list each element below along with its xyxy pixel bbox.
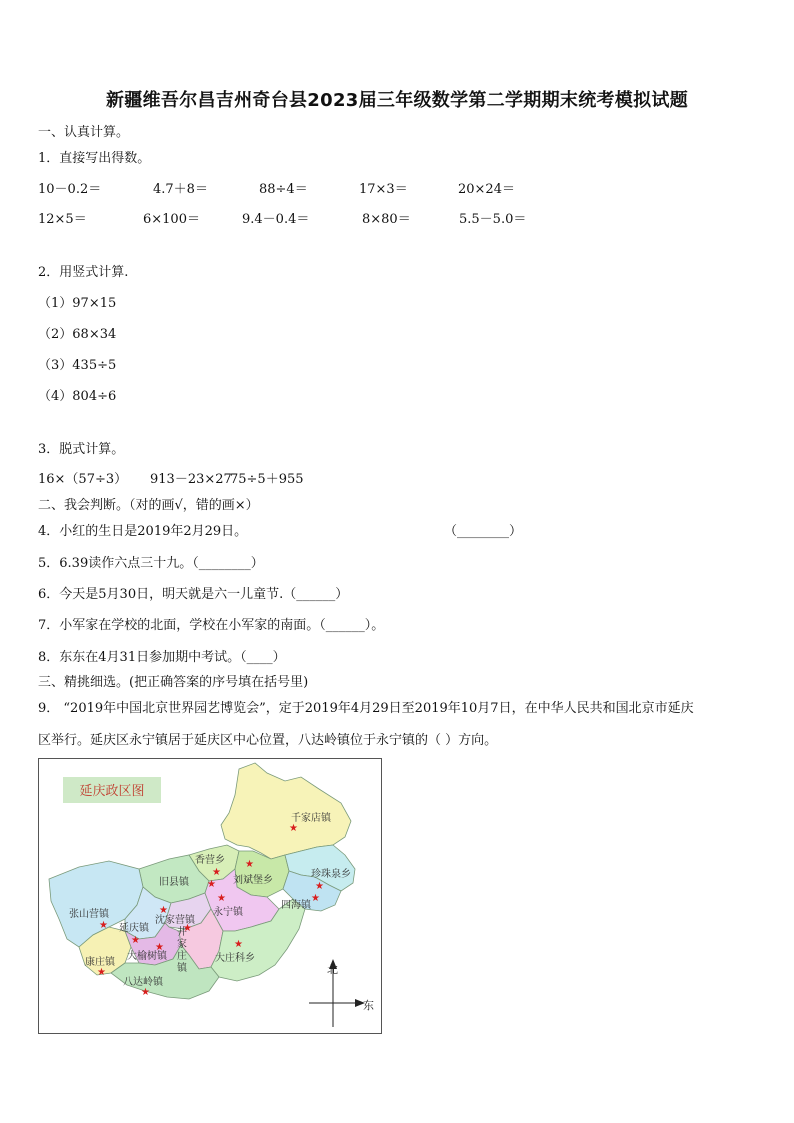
q3-item: 75÷5＋955 (230, 472, 304, 487)
q2-item: （1）97×15 (38, 296, 117, 311)
map-town-label: 八达岭镇 (123, 977, 163, 988)
star-icon: ★ (155, 942, 164, 953)
star-icon: ★ (159, 905, 168, 916)
question-4-text: 4．小红的生日是2019年2月29日。 (38, 524, 248, 539)
map-town-label: 沈家营镇 (155, 915, 195, 926)
q2-item: （2）68×34 (38, 327, 117, 342)
map-town-label: 香营乡 (195, 855, 225, 866)
question-3-stem: 3．脱式计算。 (38, 442, 125, 457)
star-icon: ★ (245, 859, 254, 870)
map-town-label: 张山营镇 (69, 909, 109, 920)
star-icon: ★ (234, 939, 243, 950)
map-town-label: 庄 (177, 951, 187, 962)
q3-item: 913－23×27 (150, 472, 232, 487)
star-icon: ★ (207, 879, 216, 890)
star-icon: ★ (217, 893, 226, 904)
star-icon: ★ (311, 893, 320, 904)
map-svg (39, 759, 381, 1033)
q1-item: 4.7＋8＝ (153, 182, 208, 197)
question-6-text: 6．今天是5月30日，明天就是六一儿童节.（______） (38, 587, 349, 602)
section-2-heading: 二、我会判断。（对的画√，错的画×） (38, 498, 259, 513)
q2-item: （4）804÷6 (38, 389, 117, 404)
star-icon: ★ (99, 920, 108, 931)
star-icon: ★ (289, 823, 298, 834)
question-7-text: 7．小军家在学校的北面，学校在小军家的南面。（______）。 (38, 618, 385, 633)
q1-item: 8×80＝ (362, 212, 411, 227)
section-1-heading: 一、认真计算。 (38, 125, 130, 140)
star-icon: ★ (131, 935, 140, 946)
map-town-label: 永宁镇 (213, 907, 243, 918)
question-2-stem: 2．用竖式计算. (38, 265, 129, 280)
map-town-label: 四海镇 (281, 900, 311, 911)
map-town-label: 珍珠泉乡 (311, 869, 351, 880)
section-3-heading: 三、精挑细选。(把正确答案的序号填在括号里) (38, 675, 309, 690)
map-title: 延庆政区图 (79, 784, 145, 799)
star-icon: ★ (183, 923, 192, 934)
q1-item: 20×24＝ (458, 182, 515, 197)
q2-item: （3）435÷5 (38, 358, 117, 373)
question-5-text: 5．6.39读作六点三十九。（________） (38, 556, 264, 571)
q1-item: 88÷4＝ (259, 182, 308, 197)
question-1-stem: 1．直接写出得数。 (38, 151, 151, 166)
q3-item: 16×（57÷3） (38, 472, 128, 487)
map-town-label: 大榆树镇 (127, 951, 167, 962)
map-town-label: 旧县镇 (159, 877, 189, 888)
question-8-text: 8．东东在4月31日参加期中考试。（____） (38, 650, 286, 665)
map-town-label: 刘斌堡乡 (233, 875, 273, 886)
region-qianjiadian (221, 763, 351, 859)
map-town-label: 康庄镇 (85, 957, 115, 968)
question-9-line-1: 9． “2019年中国北京世界园艺博览会”，定于2019年4月29日至2019年10月7日，在中华人民共和国北京市延庆 (38, 701, 694, 716)
map-town-label: 延庆镇 (119, 923, 149, 934)
map-town-label: 千家店镇 (291, 813, 331, 824)
map-town-label: 井 (177, 927, 187, 938)
q1-item: 6×100＝ (143, 212, 200, 227)
star-icon: ★ (212, 867, 221, 878)
yanqing-district-map (38, 758, 382, 1034)
compass-east-label: 东 (363, 999, 374, 1012)
q1-item: 5.5－5.0＝ (459, 212, 527, 227)
page-title: 新疆维吾尔昌吉州奇台县2023届三年级数学第二学期期末统考模拟试题 (106, 90, 688, 111)
q1-item: 17×3＝ (359, 182, 408, 197)
compass-north-label: 北 (327, 963, 338, 976)
q1-item: 10－0.2＝ (38, 182, 102, 197)
star-icon: ★ (315, 881, 324, 892)
question-9-line-2: 区举行。延庆区永宁镇居于延庆区中心位置，八达岭镇位于永宁镇的（ ）方向。 (38, 733, 498, 748)
map-town-label: 镇 (177, 963, 187, 974)
q1-item: 12×5＝ (38, 212, 87, 227)
q1-item: 9.4－0.4＝ (242, 212, 310, 227)
map-town-label: 家 (177, 939, 187, 950)
star-icon: ★ (97, 967, 106, 978)
map-town-label: 大庄科乡 (215, 953, 255, 964)
question-4-blank: （________） (444, 524, 523, 539)
star-icon: ★ (141, 987, 150, 998)
